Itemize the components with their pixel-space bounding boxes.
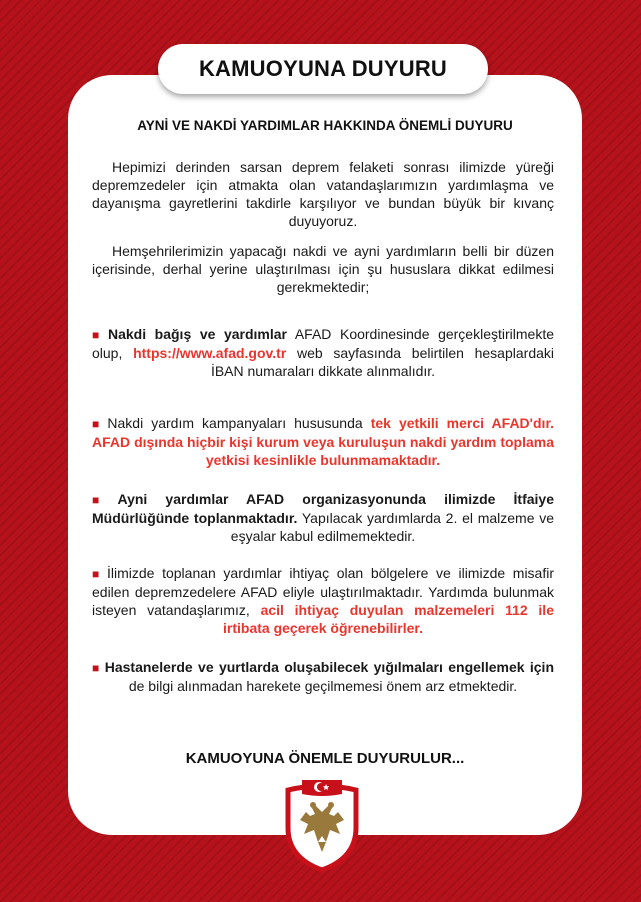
bullet-text: Yapılacak yardımlarda 2. el malzeme ve eşyalar kabul edilmemektedir.	[230, 510, 554, 544]
bullet-bold-text: Nakdi bağış ve yardımlar	[107, 326, 288, 342]
bullet-item-in-kind-aid	[92, 490, 554, 545]
bullet-icon: ■	[92, 493, 114, 507]
bullet-highlight-text: acil ihtiyaç duyulan malzemeleri 112 ile irtibata geçerek öğrenebilirler.	[223, 602, 554, 636]
bullet-item-distribution	[92, 564, 554, 637]
page-title: KAMUOYUNA DUYURU	[158, 44, 488, 94]
announcement-subtitle: AYNİ VE NAKDİ YARDIMLAR HAKKINDA ÖNEMLİ DUYURU	[137, 118, 513, 133]
bullet-text: de bilgi alınmadan harekete geçilmemesi önem arz etmektedir.	[128, 678, 518, 694]
bullet-bold-text: Ayni yardımlar AFAD organizasyonunda ilimizde İtfaiye Müdürlüğünde toplanmaktadır.	[92, 491, 554, 526]
bullet-icon: ■	[92, 661, 101, 675]
bullet-item-authority	[92, 414, 554, 469]
bullet-icon: ■	[92, 328, 104, 342]
bullet-highlight-text: tek yetkili merci AFAD'dır. AFAD dışında hiçbir kişi kurum veya kuruluşun nakdi yardım toplama yetkisi kesinlikle bulunmamaktadır.	[92, 415, 555, 468]
bullet-text: web sayfasında belirtilen hesaplardaki İBAN numaraları dikkate alınmalıdır.	[210, 345, 554, 379]
bullet-text: AFAD Koordinesinde gerçekleştirilmekte olup,	[92, 326, 555, 361]
bullet-icon: ■	[92, 417, 104, 431]
bullet-text: İlimizde toplanan yardımlar ihtiyaç olan bölgelere ve ilimizde misafir edilen depremzedelere AFAD eliyle ulaştırılmaktadır. Yardımda bulunmak isteyen vatandaşlarımız,	[92, 565, 554, 618]
bullet-icon: ■	[92, 567, 103, 581]
afad-link[interactable]: https://www.afad.gov.tr	[133, 345, 287, 361]
instructions-paragraph: Hemşehrilerimizin yapacağı nakdi ve ayni yardımların belli bir düzen içerisinde, derhal yerine ulaştırılması için şu hususlara dikkat edilmesi gerekmektedir;	[92, 243, 554, 295]
intro-paragraph: Hepimizi derinden sarsan deprem felaketi sonrası ilimizde yüreği depremzedeler için atmakta olan vatandaşlarımızın yardımlaşma ve dayanışma gayretlerini takdirle karşılıyor ve bundan büyük bir kıvanç duyuyoruz.	[92, 159, 554, 229]
bullet-bold-text: Hastanelerde ve yurtlarda oluşabilecek yığılmaları engellemek için	[104, 659, 554, 675]
bullet-item-hospitals	[92, 658, 554, 695]
bullet-text: Nakdi yardım kampanyaları hususunda	[107, 415, 371, 431]
closing-statement: KAMUOYUNA ÖNEMLE DUYURULUR...	[185, 750, 465, 767]
sivas-valiligi-emblem-icon	[282, 776, 362, 874]
bullet-item-bank-donations	[92, 325, 554, 380]
